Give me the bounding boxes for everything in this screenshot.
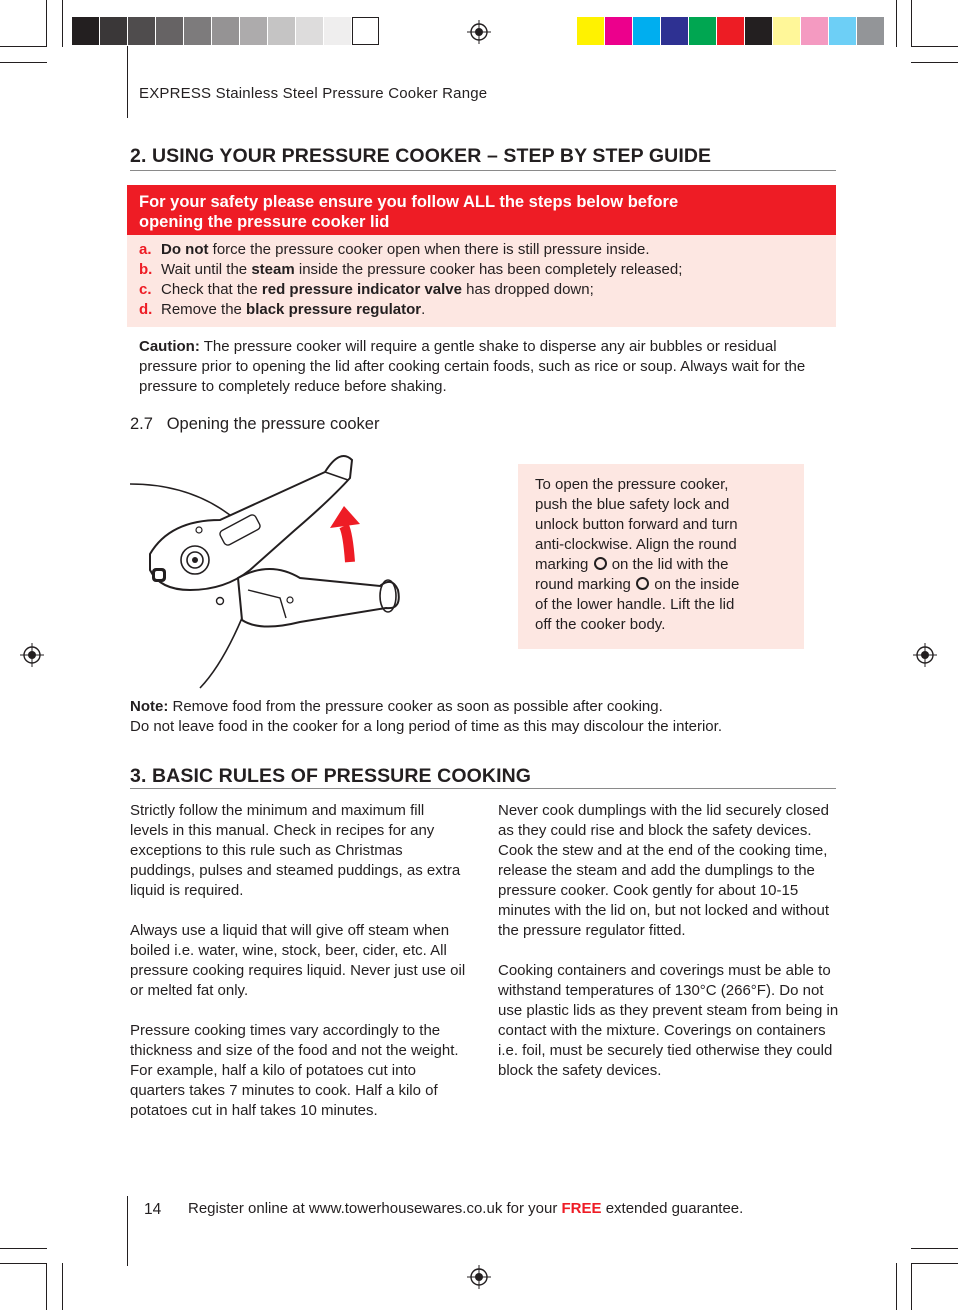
grey-swatch xyxy=(72,17,99,45)
grey-swatch xyxy=(296,17,323,45)
subsection-title: 2.7 Opening the pressure cooker xyxy=(130,415,380,433)
footer-text xyxy=(188,1200,743,1217)
grey-swatch xyxy=(128,17,155,45)
rule-paragraph: Strictly follow the minimum and maximum fill levels in this manual. Check in recipes for any exceptions to this rule such as Christmas puddings, pulses and steamed puddings, as extra liquid is required. xyxy=(130,802,461,899)
process-swatch xyxy=(633,17,660,45)
step-text: force the pressure cooker open when there is still pressure inside. xyxy=(208,241,650,258)
step-letter: a. xyxy=(139,241,152,258)
rule-paragraph: Pressure cooking times vary accordingly to the thickness and size of the food and not the weight. For example, half a kilo of potatoes cut into quarters takes 7 minutes to cook. Half a kilo of potatoes cut in half takes 10 minutes. xyxy=(130,1022,459,1119)
process-swatch xyxy=(577,17,604,45)
note-line-2: Do not leave food in the cooker for a long period of time as this may discolour the interior. xyxy=(130,718,722,735)
section-2-rule xyxy=(130,170,836,171)
note-paragraph xyxy=(130,697,850,737)
running-title: EXPRESS Stainless Steel Pressure Cooker Range xyxy=(139,85,488,102)
process-swatch xyxy=(661,17,688,45)
instruction-text: marking xyxy=(535,556,593,573)
registration-mark-icon xyxy=(467,1265,491,1289)
round-marking-icon xyxy=(594,557,607,570)
step-d xyxy=(139,300,425,320)
step-emphasis: Do not xyxy=(161,241,209,258)
process-swatch xyxy=(829,17,856,45)
step-text: . xyxy=(421,301,426,318)
process-swatch xyxy=(717,17,744,45)
page-number: 14 xyxy=(144,1201,162,1218)
instruction-line: To open the pressure cooker, xyxy=(535,476,729,493)
step-text: inside the pressure cooker has been completely released; xyxy=(294,261,683,278)
process-swatch xyxy=(605,17,632,45)
rules-left-column xyxy=(130,801,466,1141)
section-3-title: 3. BASIC RULES OF PRESSURE COOKING xyxy=(130,765,532,787)
step-letter: c. xyxy=(139,281,152,298)
rule-paragraph: Always use a liquid that will give off steam when boiled i.e. water, wine, stock, beer, cider, etc. All pressure cooking requires liquid. Never just use oil or melted fat only. xyxy=(130,922,466,999)
rotate-arrow-icon xyxy=(330,506,360,562)
lid-handle-icon xyxy=(150,456,352,590)
registration-mark-icon xyxy=(467,20,491,44)
grey-swatch xyxy=(212,17,239,45)
step-text: has dropped down; xyxy=(462,281,594,298)
instruction-text: on the lid with the xyxy=(607,556,729,573)
header-rule xyxy=(127,46,128,118)
step-a xyxy=(139,240,650,260)
instruction-line xyxy=(535,555,804,575)
footer-text-part: extended guarantee. xyxy=(601,1200,744,1217)
note-line-1 xyxy=(130,697,850,717)
safety-heading-line-2: opening the pressure cooker lid xyxy=(139,213,390,231)
step-text: Remove the xyxy=(161,301,247,318)
process-swatch xyxy=(857,17,884,45)
instruction-line: off the cooker body. xyxy=(535,616,666,633)
grey-swatch xyxy=(268,17,295,45)
step-text: Wait until the xyxy=(161,261,252,278)
grey-swatch xyxy=(352,17,379,45)
step-text: Check that the xyxy=(161,281,262,298)
section-3-rule xyxy=(130,788,836,789)
step-letter: b. xyxy=(139,261,153,278)
section-2-title: 2. USING YOUR PRESSURE COOKER – STEP BY STEP GUIDE xyxy=(130,145,712,167)
caution-paragraph xyxy=(139,337,839,397)
pressure-cooker-illustration xyxy=(130,450,420,690)
grey-swatch xyxy=(184,17,211,45)
footer-rule xyxy=(127,1196,128,1266)
instruction-line: unlock button forward and turn xyxy=(535,516,738,533)
step-emphasis: steam xyxy=(251,261,295,278)
grey-swatch xyxy=(100,17,127,45)
instruction-line: of the lower handle. Lift the lid xyxy=(535,596,735,613)
step-b xyxy=(139,260,682,280)
rule-paragraph: Never cook dumplings with the lid securely closed as they could rise and block the safety devices. Cook the stew and at the end of the cooking time, release the steam and add the dumplings to the pressure cooker. Cook gently for about 10-15 minutes with the lid on, but not locked and without the pressure regulator fitted. xyxy=(498,802,830,939)
process-swatch xyxy=(745,17,772,45)
caution-text: The pressure cooker will require a gentle shake to disperse any air bubbles or residual pressure prior to opening the lid after cooking certain foods, such as rice or soup. Always wait for the pressure to completely reduce before shaking. xyxy=(139,338,806,395)
caution-label: Caution: xyxy=(139,338,200,355)
step-c xyxy=(139,280,594,300)
instruction-line: push the blue safety lock and xyxy=(535,496,730,513)
grey-swatch xyxy=(324,17,351,45)
process-swatch xyxy=(773,17,800,45)
safety-heading xyxy=(127,185,836,235)
grey-swatch xyxy=(240,17,267,45)
instruction-line: anti-clockwise. Align the round xyxy=(535,536,737,553)
instruction-text: on the inside xyxy=(650,576,740,593)
grey-swatch xyxy=(156,17,183,45)
step-letter: d. xyxy=(139,301,153,318)
lower-handle-icon xyxy=(217,569,399,627)
registration-mark-icon xyxy=(913,643,937,667)
note-label: Note: xyxy=(130,698,169,715)
instruction-line xyxy=(535,575,804,595)
registration-mark-icon xyxy=(20,643,44,667)
safety-heading-line-1: For your safety please ensure you follow ALL the steps below before xyxy=(139,193,679,211)
opening-instructions-box xyxy=(518,464,804,649)
footer-text-part: Register online at www.towerhousewares.co.uk for your xyxy=(188,1200,562,1217)
round-marking-icon xyxy=(636,577,649,590)
process-swatch xyxy=(689,17,716,45)
step-emphasis: red pressure indicator valve xyxy=(261,281,462,298)
instruction-text: round marking xyxy=(535,576,636,593)
process-swatch xyxy=(801,17,828,45)
rules-right-column xyxy=(498,801,840,1101)
step-emphasis: black pressure regulator xyxy=(246,301,422,318)
footer-free-label: FREE xyxy=(561,1200,602,1217)
rule-paragraph: Cooking containers and coverings must be able to withstand temperatures of 130°C (266°F). Do not use plastic lids as they prevent steam from being in contact with the mixture. Coverings on containers i.e. foil, must be securely tied otherwise they could block the safety devices. xyxy=(498,962,839,1079)
note-text: Remove food from the pressure cooker as soon as possible after cooking. xyxy=(168,698,663,715)
